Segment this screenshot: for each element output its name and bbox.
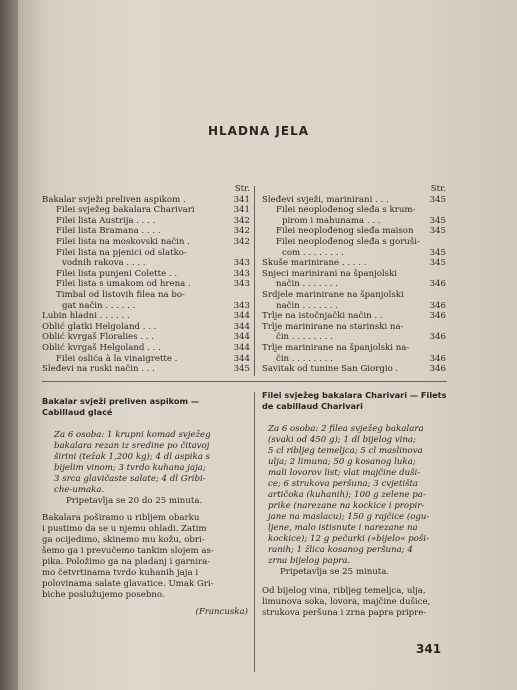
toc-entry: [262, 343, 446, 354]
toc-entry-page: 344: [233, 353, 250, 364]
toc-entry-title: Filei neoplođenog sleđa s krum-: [276, 205, 416, 216]
toc-entry: [42, 226, 250, 237]
toc-right-column: [262, 184, 446, 375]
toc-entry-title: Sleđevi svježi, marinirani . . .: [262, 194, 389, 205]
toc-entry-title: Trlje na istočnjački način . .: [262, 311, 383, 322]
text-line: prike (narezane na kockice i propir-: [268, 501, 425, 511]
recipe-time: Pripetavlja se 25 minuta.: [280, 567, 390, 577]
toc-entry-title: Oblić kvrgaš Floralies . . .: [42, 332, 155, 343]
recipe-method: [262, 586, 452, 619]
text-line: 5 cl ribljeg temeljca; 5 cl maslinova: [268, 446, 423, 456]
toc-entry-title: pirom i mahunama . . .: [282, 215, 381, 226]
toc-entry-title: Snjeci marinirani na španjolski: [262, 268, 398, 279]
text-line: ljene, malo istisnute i narezane na: [268, 523, 418, 533]
str-label: Str.: [234, 184, 250, 194]
text-line: kockice); 12 g pečurki (»bijelo« poši-: [268, 534, 429, 544]
toc-entry-page: 346: [429, 300, 446, 311]
text-line: 3 srca glavičaste salate; 4 dl Gribi-: [54, 474, 206, 484]
toc-entry: [42, 343, 250, 354]
recipe-title: [42, 396, 248, 418]
toc-left-column: [42, 184, 250, 375]
toc-entry-page: 344: [233, 332, 250, 343]
toc-entry-page: 344: [233, 321, 250, 332]
toc-entry-page: 346: [429, 364, 446, 375]
toc-entry: [262, 248, 446, 259]
toc-entry-title: Oblić glatki Helgoland . . .: [42, 321, 157, 332]
toc-entry-page: 345: [429, 226, 446, 237]
section-divider: [42, 381, 447, 382]
toc-entry-title: Filei lista Austrija . . . .: [56, 215, 156, 226]
toc-entry-title: Bakalar svježi preliven aspikom .: [42, 194, 186, 205]
toc-entry: [42, 364, 250, 375]
recipe-title-line: Cabillaud glacé: [42, 407, 113, 417]
toc-entry-title: Srdjele marinirane na španjolski: [262, 289, 404, 300]
toc-entry-title: Lubin hladni . . . . . .: [42, 311, 130, 322]
text-line: širini (težak 1,200 kg); 4 dl aspika s: [54, 452, 210, 462]
toc-entry-title: Sleđevi na ruski način . . .: [42, 364, 155, 375]
toc-entry-page: 342: [233, 236, 250, 247]
text-line: Za 6 osoba: 2 filea svježeg bakalara: [268, 424, 424, 434]
text-line: Za 6 osoba: 1 krupni komad svježeg: [54, 430, 211, 440]
toc-entry: [262, 269, 446, 280]
toc-entry: [262, 301, 446, 312]
text-line: zrna bijelog papra.: [268, 556, 351, 566]
toc-entry-title: čin . . . . . . . .: [276, 332, 333, 343]
recipe-ingredients: [42, 430, 248, 496]
toc-entry-page: 345: [429, 258, 446, 269]
toc-entry-page: 343: [233, 258, 250, 269]
toc-entry-page: 341: [233, 194, 250, 205]
text-line: artičoka (kuhanih); 100 g zelene pa-: [268, 490, 426, 500]
toc-entry-title: Filei oslića à la vinaigrette .: [56, 353, 178, 364]
text-line: che-umaka.: [54, 485, 105, 495]
toc-entry: [42, 301, 250, 312]
toc-entry: [262, 364, 446, 375]
recipe-ingredients: [262, 424, 452, 567]
toc-entry-page: 345: [429, 194, 446, 205]
page-number: 341: [416, 642, 442, 656]
toc-entry-title: Filei lista na moskovski način .: [56, 236, 190, 247]
toc-entry-page: 343: [233, 268, 250, 279]
toc-entry: [262, 216, 446, 227]
toc-entry-title: Filei lista s umakom od hrena .: [56, 279, 191, 290]
toc-entry-title: Filei neoplođenog sleđa maison: [276, 226, 414, 237]
text-line: (svaki od 450 g); 1 dl bijelog vina;: [268, 435, 416, 445]
text-line: limunova soka, lovora, majčine dušice,: [262, 597, 431, 607]
toc-entry-title: Filei lista Bramana . . . .: [56, 226, 161, 237]
toc-entry: [262, 332, 446, 343]
text-line: Bakalara poširamo u ribljem obarku: [42, 513, 200, 523]
text-line: jane na maslacu); 150 g rajčice (ogu-: [268, 512, 430, 522]
toc-entry: [42, 258, 250, 269]
toc-entry: [42, 205, 250, 216]
recipe-title-line: de cabillaud Charivari: [262, 401, 363, 411]
toc-entry: [262, 290, 446, 301]
str-label: Str.: [430, 184, 446, 194]
toc-entry: [42, 216, 250, 227]
toc-entry-title: Trlje marinirane na starinski na-: [262, 321, 404, 332]
toc-entry: [262, 237, 446, 248]
toc-entry: [42, 269, 250, 280]
toc-entry-page: 345: [429, 215, 446, 226]
toc-entry: [262, 205, 446, 216]
text-line: ranih; 1 žlica kosanog peršuna; 4: [268, 545, 413, 555]
text-line: mo četvrtinama tvrdo kuhanih jaja i: [42, 568, 199, 578]
toc-entry: [262, 279, 446, 290]
recipe-source: (Francuska): [195, 607, 248, 617]
toc-entry-title: Savitak od tunine San Giorgio .: [262, 364, 399, 375]
toc-entry-title: Trlje marinirane na španjolski na-: [262, 342, 410, 353]
toc-entry-page: 344: [233, 342, 250, 353]
toc-entry-title: način . . . . . . .: [276, 279, 338, 290]
toc-entry-page: 346: [429, 279, 446, 290]
text-line: strukova peršuna i zrna papra pripre-: [262, 608, 427, 618]
toc-entry-title: čin . . . . . . . .: [276, 353, 333, 364]
toc-entry-page: 343: [233, 279, 250, 290]
text-line: mali lovorov list; vlat majčine duši-: [268, 468, 421, 478]
text-line: ulja; 2 limuna; 50 g kosanog luka;: [268, 457, 416, 467]
toc-entry-title: Filei svježeg bakalara Charivari: [56, 205, 195, 216]
toc-entry: [262, 195, 446, 206]
text-line: biche poslužujemo posebno.: [42, 590, 165, 600]
toc-entry: [42, 322, 250, 333]
text-line: ga ocijedimo, skinemo mu kožu, obri-: [42, 535, 205, 545]
toc-entry: [262, 322, 446, 333]
toc-entry-page: 346: [429, 311, 446, 322]
toc-entry: [262, 258, 446, 269]
toc-entry: [262, 226, 446, 237]
toc-entry-title: način . . . . . . .: [276, 300, 338, 311]
toc-entry-title: Filei lista punjeni Colette . .: [56, 268, 178, 279]
left-recipe: [42, 396, 248, 618]
text-line: ce; 6 strukova peršuna; 3 cvjetišta: [268, 479, 419, 489]
recipe-title-line: Filei svježeg bakalara Charivari — Filets: [262, 390, 447, 400]
column-divider: [254, 186, 255, 376]
text-line: šemo ga i prevučemo tankim slojem as-: [42, 546, 214, 556]
toc-entry: [42, 354, 250, 365]
text-line: Od bijelog vina, ribljeg temeljca, ulja,: [262, 586, 426, 596]
toc-entry: [42, 279, 250, 290]
text-line: i pustimo da se u njemu ohladi. Zatim: [42, 524, 207, 534]
text-line: pika. Položimo ga na pladanj i garnira-: [42, 557, 211, 567]
toc-entry-title: Timbal od listovih filea na bo-: [56, 289, 185, 300]
toc-entry-page: 345: [429, 247, 446, 258]
toc-entry-page: 342: [233, 215, 250, 226]
recipe-title: [262, 390, 452, 412]
toc-entry-title: gat način . . . . . .: [62, 300, 136, 311]
toc-entry-title: vodnih rakova . . . .: [62, 258, 146, 269]
toc-entry: [42, 290, 250, 301]
toc-entry: [262, 311, 446, 322]
toc-entry-page: 342: [233, 226, 250, 237]
text-line: polovinama salate glavatice. Umak Gri-: [42, 579, 214, 589]
toc-entry: [42, 311, 250, 322]
toc-entry-title: com . . . . . . . .: [282, 247, 344, 258]
toc-entry-page: 346: [429, 332, 446, 343]
text-line: bijelim vinom; 3 tvrdo kuhana jaja;: [54, 463, 206, 473]
toc-entry-page: 345: [233, 364, 250, 375]
toc-entry-page: 346: [429, 353, 446, 364]
section-title: HLADNA JELA: [207, 124, 310, 138]
book-gutter: [0, 0, 18, 690]
toc-entry-page: 343: [233, 300, 250, 311]
toc-entry-page: 341: [233, 205, 250, 216]
toc-entry-title: Filei neoplođenog sleđa s goruši-: [276, 236, 420, 247]
toc-entry: [42, 248, 250, 259]
column-divider: [254, 392, 255, 672]
toc-entry-page: 344: [233, 311, 250, 322]
toc-entry: [42, 195, 250, 206]
recipe-time: Pripetavlja se 20 do 25 minuta.: [66, 496, 203, 506]
toc-entry: [42, 332, 250, 343]
toc-entry-title: Oblić kvrgaš Helgoland . . .: [42, 342, 161, 353]
text-line: bakalara rezan iz sredine po čitavoj: [54, 441, 210, 451]
toc-entry: [42, 237, 250, 248]
toc-entry-title: Skuše marinirane . . . . .: [262, 258, 367, 269]
recipe-title-line: Bakalar svježi preliven aspikom —: [42, 396, 200, 406]
toc-entry-title: Filei lista na pjenici od slatko-: [56, 247, 187, 258]
toc-entry: [262, 354, 446, 365]
recipe-method: [42, 513, 248, 601]
right-recipe: [262, 390, 452, 619]
